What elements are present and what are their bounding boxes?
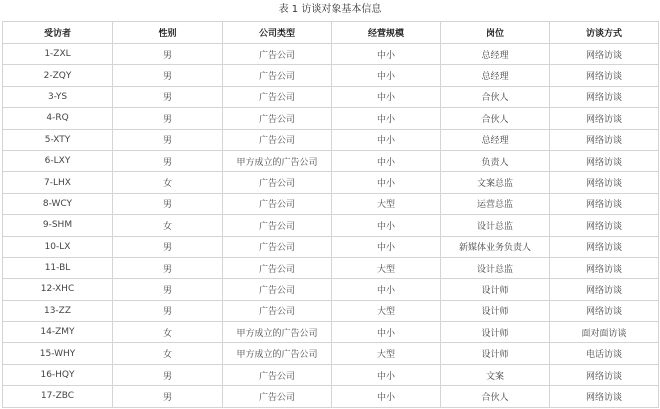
table-row	[3, 65, 659, 86]
gender-cell: 男	[113, 386, 223, 407]
company-type-cell: 广告公司	[223, 364, 332, 385]
table-row	[3, 322, 659, 343]
interview-method-cell: 网络访谈	[550, 65, 659, 86]
interview-method-cell: 网络访谈	[550, 386, 659, 407]
table-row	[3, 257, 659, 278]
business-scale-cell: 中小	[332, 86, 441, 107]
business-scale-cell: 中小	[332, 322, 441, 343]
business-scale-cell: 中小	[332, 236, 441, 257]
position-cell: 设计总监	[441, 215, 550, 236]
company-type-cell: 广告公司	[223, 108, 332, 129]
company-type-cell: 甲方成立的广告公司	[223, 343, 332, 364]
interviewee-cell: 6-LXY	[3, 150, 113, 171]
business-scale-cell: 中小	[332, 150, 441, 171]
business-scale-cell: 中小	[332, 65, 441, 86]
company-type-cell: 广告公司	[223, 215, 332, 236]
table-row	[3, 193, 659, 214]
gender-cell: 男	[113, 300, 223, 321]
gender-cell: 男	[113, 108, 223, 129]
position-cell: 总经理	[441, 129, 550, 150]
business-scale-cell: 中小	[332, 279, 441, 300]
position-cell: 文案	[441, 364, 550, 385]
interviewee-cell: 3-YS	[3, 86, 113, 107]
company-type-cell: 广告公司	[223, 386, 332, 407]
table-row	[3, 300, 659, 321]
table-body	[3, 44, 659, 408]
company-type-cell: 甲方成立的广告公司	[223, 150, 332, 171]
gender-cell: 男	[113, 44, 223, 65]
gender-cell: 男	[113, 279, 223, 300]
position-cell: 设计师	[441, 343, 550, 364]
interview-method-cell: 网络访谈	[550, 150, 659, 171]
table-header-row	[3, 22, 659, 44]
company-type-cell: 广告公司	[223, 300, 332, 321]
interview-method-cell: 网络访谈	[550, 364, 659, 385]
position-cell: 设计总监	[441, 257, 550, 278]
interviewee-cell: 15-WHY	[3, 343, 113, 364]
business-scale-cell: 中小	[332, 44, 441, 65]
position-cell: 总经理	[441, 65, 550, 86]
gender-cell: 男	[113, 257, 223, 278]
interviewee-cell: 10-LX	[3, 236, 113, 257]
interview-method-cell: 网络访谈	[550, 172, 659, 193]
position-cell: 新媒体业务负责人	[441, 236, 550, 257]
gender-cell: 男	[113, 193, 223, 214]
business-scale-cell: 中小	[332, 108, 441, 129]
interviewee-cell: 4-RQ	[3, 108, 113, 129]
gender-cell: 男	[113, 129, 223, 150]
header-interviewee: 受访者	[3, 22, 113, 44]
gender-cell: 男	[113, 65, 223, 86]
gender-cell: 男	[113, 150, 223, 171]
interviewee-info-table	[2, 21, 659, 408]
business-scale-cell: 大型	[332, 257, 441, 278]
company-type-cell: 广告公司	[223, 172, 332, 193]
business-scale-cell: 中小	[332, 215, 441, 236]
interviewee-cell: 1-ZXL	[3, 44, 113, 65]
gender-cell: 女	[113, 322, 223, 343]
business-scale-cell: 大型	[332, 343, 441, 364]
company-type-cell: 广告公司	[223, 257, 332, 278]
gender-cell: 女	[113, 172, 223, 193]
interview-method-cell: 网络访谈	[550, 215, 659, 236]
interviewee-cell: 11-BL	[3, 257, 113, 278]
business-scale-cell: 大型	[332, 300, 441, 321]
position-cell: 总经理	[441, 44, 550, 65]
table-row	[3, 150, 659, 171]
table-row	[3, 108, 659, 129]
company-type-cell: 广告公司	[223, 86, 332, 107]
interviewee-cell: 13-ZZ	[3, 300, 113, 321]
gender-cell: 女	[113, 215, 223, 236]
interviewee-cell: 14-ZMY	[3, 322, 113, 343]
company-type-cell: 广告公司	[223, 65, 332, 86]
table-row	[3, 279, 659, 300]
position-cell: 设计师	[441, 279, 550, 300]
interview-method-cell: 面对面访谈	[550, 322, 659, 343]
table-row	[3, 172, 659, 193]
interviewee-cell: 17-ZBC	[3, 386, 113, 407]
interview-method-cell: 网络访谈	[550, 108, 659, 129]
table-row	[3, 215, 659, 236]
header-business-scale: 经营规模	[332, 22, 441, 44]
company-type-cell: 甲方成立的广告公司	[223, 322, 332, 343]
interviewee-cell: 7-LHX	[3, 172, 113, 193]
interview-method-cell: 电话访谈	[550, 343, 659, 364]
interview-method-cell: 网络访谈	[550, 193, 659, 214]
business-scale-cell: 中小	[332, 364, 441, 385]
interview-method-cell: 网络访谈	[550, 279, 659, 300]
business-scale-cell: 大型	[332, 193, 441, 214]
position-cell: 设计师	[441, 300, 550, 321]
interviewee-cell: 16-HQY	[3, 364, 113, 385]
gender-cell: 男	[113, 86, 223, 107]
interview-method-cell: 网络访谈	[550, 236, 659, 257]
table-caption: 表 1 访谈对象基本信息	[278, 4, 382, 15]
position-cell: 运营总监	[441, 193, 550, 214]
interviewee-cell: 5-XTY	[3, 129, 113, 150]
interview-method-cell: 网络访谈	[550, 86, 659, 107]
company-type-cell: 广告公司	[223, 193, 332, 214]
position-cell: 负责人	[441, 150, 550, 171]
business-scale-cell: 中小	[332, 386, 441, 407]
gender-cell: 男	[113, 236, 223, 257]
table-row	[3, 386, 659, 407]
interview-method-cell: 网络访谈	[550, 300, 659, 321]
position-cell: 合伙人	[441, 86, 550, 107]
interview-method-cell: 网络访谈	[550, 257, 659, 278]
header-interview-method: 访谈方式	[550, 22, 659, 44]
header-company-type: 公司类型	[223, 22, 332, 44]
interviewee-cell: 8-WCY	[3, 193, 113, 214]
table-row	[3, 129, 659, 150]
table-row	[3, 86, 659, 107]
gender-cell: 女	[113, 343, 223, 364]
position-cell: 设计师	[441, 322, 550, 343]
business-scale-cell: 中小	[332, 172, 441, 193]
interview-method-cell: 网络访谈	[550, 129, 659, 150]
position-cell: 合伙人	[441, 386, 550, 407]
table-row	[3, 236, 659, 257]
position-cell: 合伙人	[441, 108, 550, 129]
company-type-cell: 广告公司	[223, 44, 332, 65]
header-gender: 性别	[113, 22, 223, 44]
business-scale-cell: 中小	[332, 129, 441, 150]
interview-method-cell: 网络访谈	[550, 44, 659, 65]
interviewee-cell: 9-SHM	[3, 215, 113, 236]
company-type-cell: 广告公司	[223, 129, 332, 150]
table-row	[3, 343, 659, 364]
gender-cell: 男	[113, 364, 223, 385]
position-cell: 文案总监	[441, 172, 550, 193]
company-type-cell: 广告公司	[223, 279, 332, 300]
header-position: 岗位	[441, 22, 550, 44]
table-row	[3, 364, 659, 385]
interviewee-cell: 12-XHC	[3, 279, 113, 300]
table-row	[3, 44, 659, 65]
interviewee-cell: 2-ZQY	[3, 65, 113, 86]
company-type-cell: 广告公司	[223, 236, 332, 257]
